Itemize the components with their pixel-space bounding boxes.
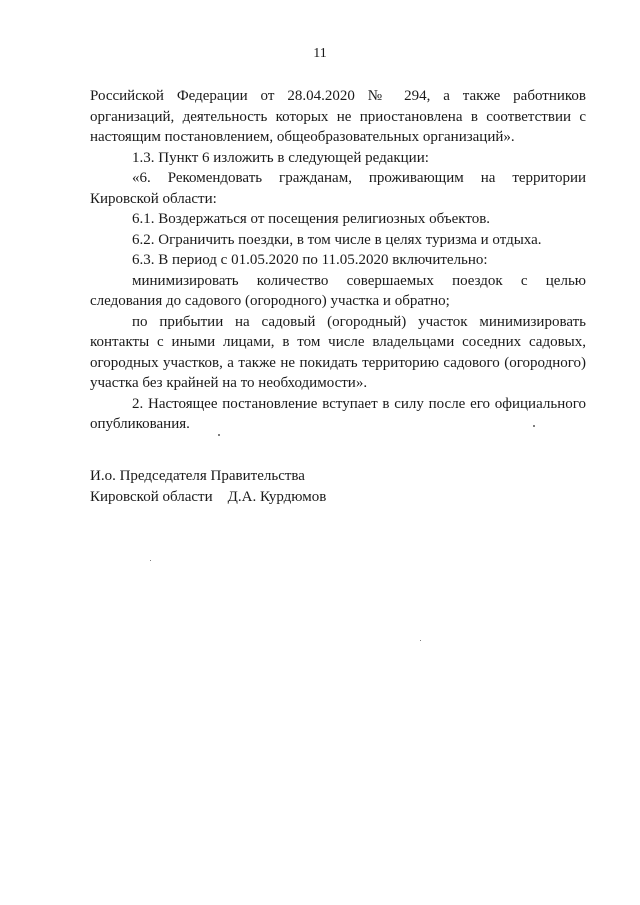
paragraph-4: 6.1. Воздержаться от посещения религиозных объектов. <box>132 211 491 227</box>
scan-speck <box>218 434 220 436</box>
signature-title: И.о. Председателя Правительства <box>90 468 305 484</box>
page-number: 11 <box>313 46 327 61</box>
scan-speck <box>420 640 421 641</box>
paragraph-9: 2. Настоящее постановление вступает в силу после его официального опубликования. <box>90 395 586 432</box>
paragraph-7: минимизировать количество совершаемых поездок с целью следования до садового (огородного) участка и обратно; <box>90 272 586 309</box>
paragraph-5: 6.2. Ограничить поездки, в том числе в целях туризма и отдыха. <box>132 231 542 248</box>
paragraph-6: 6.3. В период с 01.05.2020 по 11.05.2020 включительно: <box>132 252 488 268</box>
paragraph-3: «6. Рекомендовать гражданам, проживающим на территории Кировской области: <box>90 170 586 207</box>
scan-speck <box>150 560 151 561</box>
paragraph-1: Российской Федерации от 28.04.2020 № 294, а также работников организаций, деятельность которых не приостановлена в соответствии с настоящим постановлением, общеобразовательных организаций». <box>90 88 586 145</box>
scan-speck <box>533 425 535 427</box>
paragraph-2: 1.3. Пункт 6 изложить в следующей редакции: <box>132 149 429 166</box>
signature-name: Кировской области Д.А. Курдюмов <box>90 488 327 505</box>
document-body <box>90 86 586 435</box>
paragraph-8: по прибытии на садовый (огородный) участок минимизировать контакты с иными лицами, в том числе владельцами соседних садовых, огородных участков, а также не покидать территорию садового (огородного) участка без крайней на то необходимости». <box>90 313 586 391</box>
signature-block <box>90 466 326 507</box>
